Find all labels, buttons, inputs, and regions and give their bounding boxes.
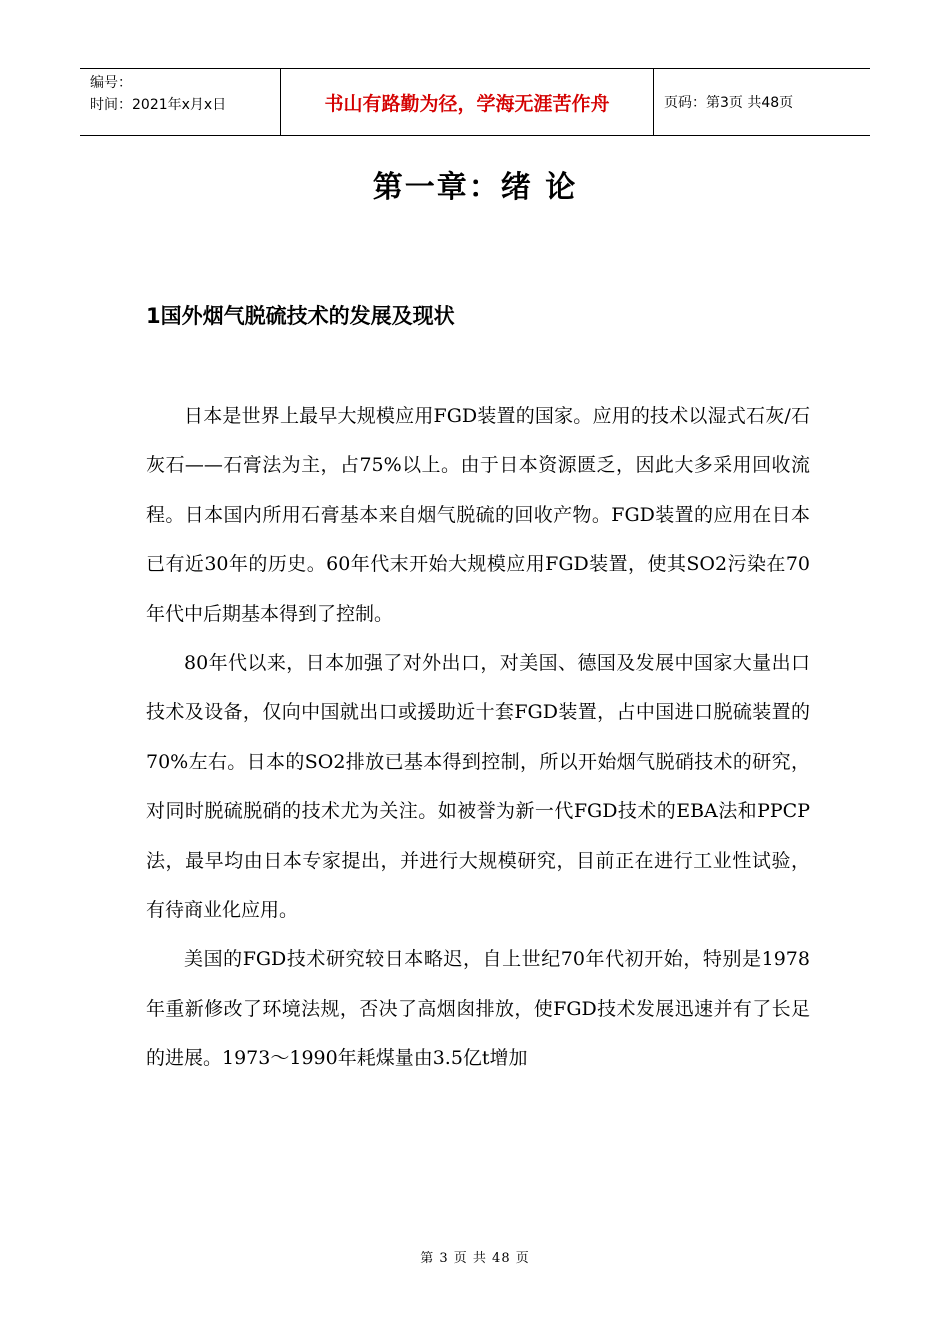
header-motto: 书山有路勤为径，学海无涯苦作舟 [280,69,654,135]
body-text [146,392,810,1084]
date-label: 时间：2021年x月x日 [90,97,227,113]
paragraph-1: 日本是世界上最早大规模应用FGD装置的国家。应用的技术以湿式石灰/石灰石——石膏法为主，占75%以上。由于日本资源匮乏，因此大多采用回收流程。日本国内所用石膏基本来自烟气脱硫的回收产物。FGD装置的应用在日本已有近30年的历史。60年代末开始大规模应用FGD装置，使其SO2污染在70年代中后期基本得到了控制。 [146,405,810,625]
header-meta-cell [80,69,280,135]
page-footer: 第 3 页 共 48 页 [420,1251,530,1266]
header-page-info: 页码：第3页 共48页 [664,95,794,111]
document-header [80,68,870,136]
paragraph-3: 美国的FGD技术研究较日本略迟，自上世纪70年代初开始，特别是1978年重新修改了环境法规，否决了高烟囱排放，使FGD技术发展迅速并有了长足的进展。1973～1990年耗煤量由3.5亿t增加 [146,948,810,1070]
serial-number-label: 编号： [90,75,132,91]
paragraph-2: 80年代以来，日本加强了对外出口，对美国、德国及发展中国家大量出口技术及设备，仅向中国就出口或援助近十套FGD装置，占中国进口脱硫装置的70%左右。日本的SO2排放已基本得到控制，所以开始烟气脱硝技术的研究，对同时脱硫脱硝的技术尤为关注。如被誉为新一代FGD技术的EBA法和PPCP法，最早均由日本专家提出，并进行大规模研究，目前正在进行工业性试验，有待商业化应用。 [146,652,810,922]
chapter-title: 第一章：绪 论 [372,170,578,205]
section-heading: 1国外烟气脱硫技术的发展及现状 [146,304,455,328]
